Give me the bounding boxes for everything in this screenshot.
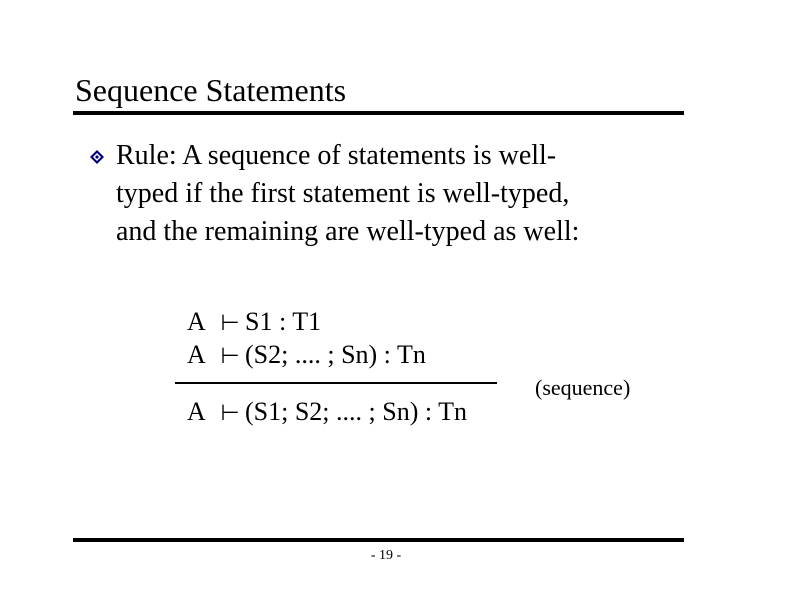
slide-title: Sequence Statements (75, 72, 347, 108)
turnstile-symbol: ⊢ (220, 311, 240, 336)
premise-judgment: (S2; .... ; Sn) : Tn (245, 340, 426, 369)
conclusion (187, 397, 467, 429)
premise-2 (187, 340, 426, 372)
conclusion-context: A (187, 397, 206, 426)
inference-line (175, 382, 497, 384)
premise-context: A (187, 307, 206, 336)
page-number: - 19 - (370, 548, 402, 563)
bullet-line: typed if the first statement is well-typed, (116, 178, 570, 209)
turnstile-symbol: ⊢ (220, 401, 240, 426)
footer-divider (73, 538, 684, 542)
bullet-line: Rule: A sequence of statements is well- (116, 140, 557, 171)
conclusion-judgment: (S1; S2; .... ; Sn) : Tn (245, 397, 468, 426)
diamond-bullet-icon (90, 150, 104, 164)
title-divider (73, 111, 684, 115)
premise-judgment: S1 : T1 (245, 307, 322, 336)
premise-1 (187, 307, 321, 339)
bullet-text (116, 137, 676, 251)
premise-context: A (187, 340, 206, 369)
rule-name: (sequence) (535, 375, 631, 400)
bullet-line: and the remaining are well-typed as well: (116, 216, 580, 247)
turnstile-symbol: ⊢ (220, 344, 240, 369)
